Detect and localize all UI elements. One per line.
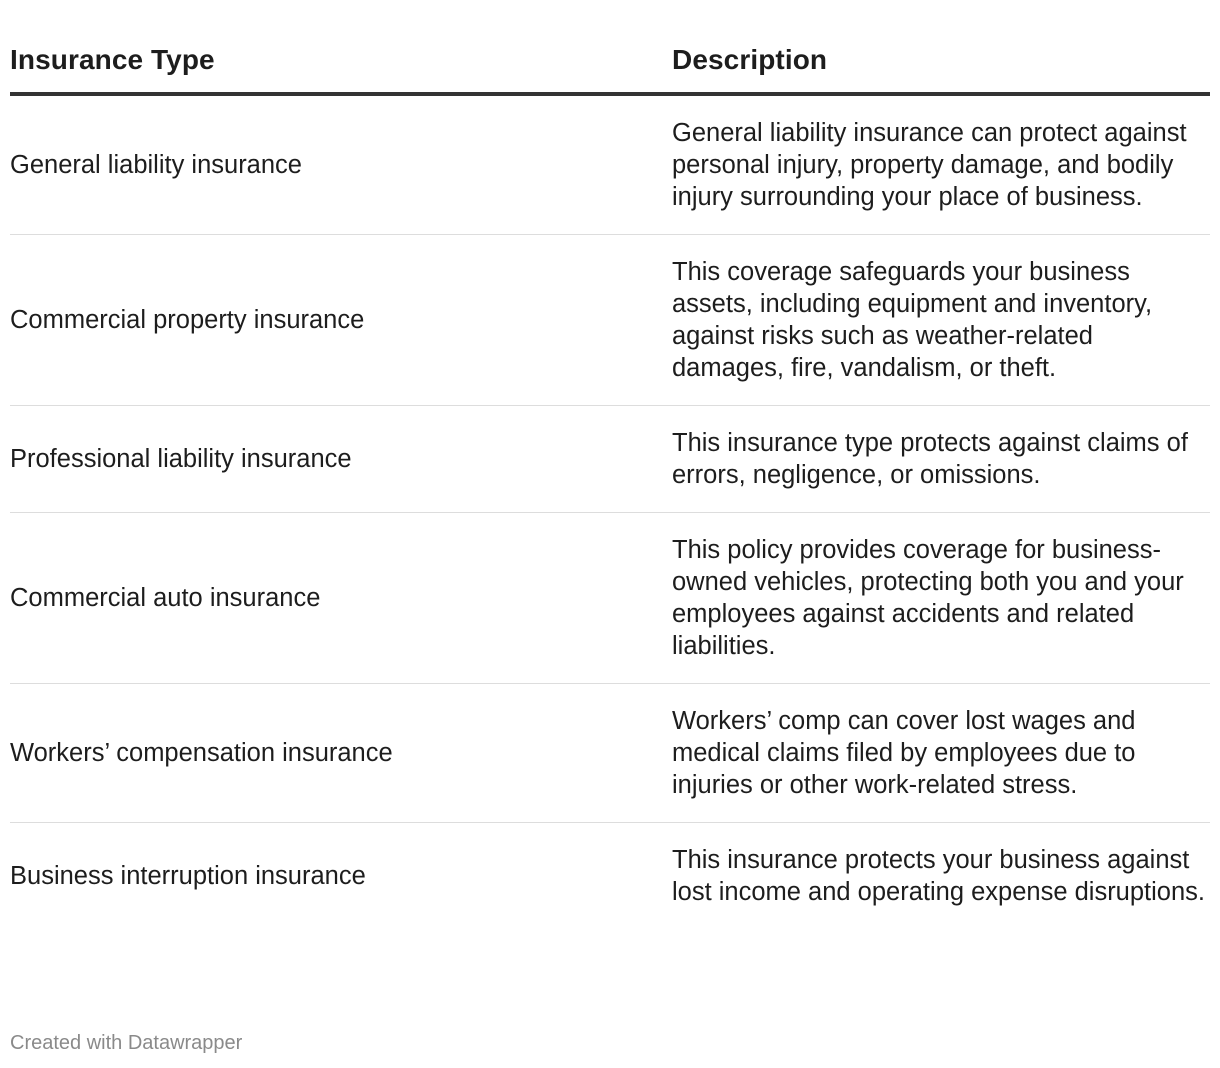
table-row: [10, 513, 1210, 684]
description-cell: This coverage safeguards your business assets, including equipment and inventory, against risks such as weather-related damages, fire, vandalism, or theft.: [672, 235, 1210, 406]
table-row: [10, 235, 1210, 406]
description-cell: This policy provides coverage for business-owned vehicles, protecting both you and your employees against accidents and related liabilities.: [672, 513, 1210, 684]
table-row: [10, 823, 1210, 930]
insurance-type-cell: Workers’ compensation insurance: [10, 684, 672, 823]
description-cell: General liability insurance can protect against personal injury, property damage, and bodily injury surrounding your place of business.: [672, 94, 1210, 235]
table-row: [10, 94, 1210, 235]
description-cell: Workers’ comp can cover lost wages and medical claims filed by employees due to injuries or other work-related stress.: [672, 684, 1210, 823]
column-header-insurance-type: Insurance Type: [10, 36, 672, 94]
insurance-type-cell: Professional liability insurance: [10, 406, 672, 513]
table-header-row: [10, 36, 1210, 94]
description-cell: This insurance protects your business against lost income and operating expense disruptions.: [672, 846, 1205, 906]
insurance-type-cell: Commercial auto insurance: [10, 513, 672, 684]
description-cell: This insurance type protects against claims of errors, negligence, or omissions.: [672, 406, 1210, 513]
table-row: [10, 684, 1210, 823]
insurance-type-cell: General liability insurance: [10, 94, 672, 235]
insurance-table-container: [10, 36, 1210, 929]
datawrapper-credit[interactable]: Created with Datawrapper: [10, 1032, 243, 1054]
insurance-table: [10, 36, 1210, 929]
column-header-description: Description: [672, 36, 1210, 94]
insurance-type-cell: Commercial property insurance: [10, 235, 672, 406]
table-row: [10, 406, 1210, 513]
insurance-type-cell: Business interruption insurance: [10, 862, 366, 890]
